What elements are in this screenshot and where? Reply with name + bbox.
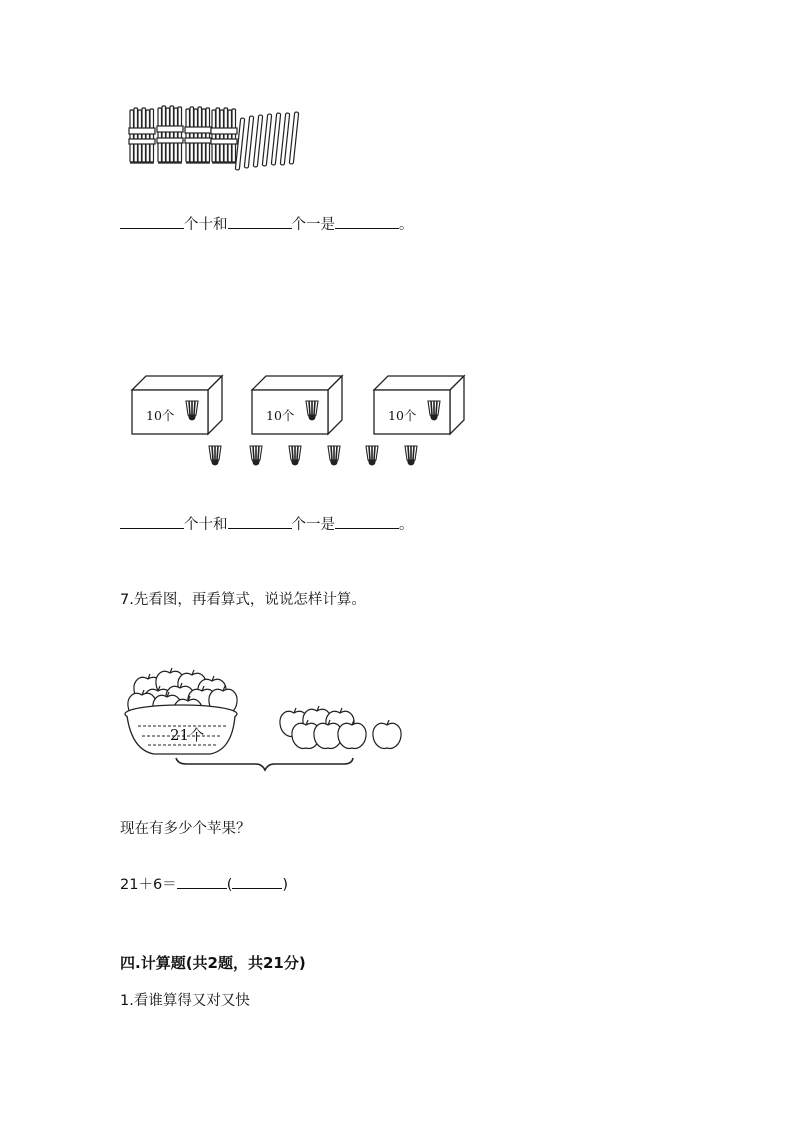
answer-blank-ones[interactable] bbox=[228, 516, 292, 529]
answer-blank-tens[interactable] bbox=[120, 516, 184, 529]
sentence-end: 。 bbox=[399, 517, 414, 533]
grouping-brace bbox=[176, 758, 353, 770]
sticks-fill-in-sentence bbox=[120, 216, 414, 234]
section4-heading: 四.计算题(共2题，共21分) bbox=[120, 954, 306, 972]
bundle-of-ten-sticks bbox=[211, 108, 237, 163]
apples-basket-illustration bbox=[124, 666, 409, 776]
box-of-ten-1 bbox=[132, 376, 222, 434]
sentence-part-ones: 个一是 bbox=[291, 517, 335, 533]
answer-blank-unit[interactable] bbox=[232, 876, 282, 889]
box-of-ten-2 bbox=[252, 376, 342, 434]
answer-blank-sum[interactable] bbox=[177, 876, 227, 889]
basket-label: 21个 bbox=[170, 726, 205, 744]
sentence-part-tens: 个十和 bbox=[184, 217, 228, 233]
q7-title: 7.先看图，再看算式，说说怎样计算。 bbox=[120, 592, 366, 608]
box-label-3: 10个 bbox=[388, 408, 417, 423]
sticks-bundles-illustration bbox=[128, 104, 300, 168]
paren-open: ( bbox=[226, 877, 233, 893]
loose-apples bbox=[280, 706, 401, 748]
sentence-part-tens: 个十和 bbox=[184, 517, 228, 533]
answer-blank-total[interactable] bbox=[335, 216, 399, 229]
answer-blank-ones[interactable] bbox=[228, 216, 292, 229]
bundle-of-ten-sticks bbox=[157, 106, 183, 163]
shuttlecock-boxes-illustration bbox=[130, 372, 470, 482]
loose-shuttlecocks bbox=[209, 446, 417, 466]
loose-sticks bbox=[235, 112, 298, 170]
sentence-part-ones: 个一是 bbox=[291, 217, 335, 233]
bundle-of-ten-sticks bbox=[185, 107, 211, 163]
paren-close: ) bbox=[282, 877, 289, 893]
shuttlecock-fill-in-sentence bbox=[120, 516, 414, 534]
sentence-end: 。 bbox=[399, 217, 414, 233]
box-label-2: 10个 bbox=[266, 408, 295, 423]
box-of-ten-3 bbox=[374, 376, 464, 434]
answer-blank-total[interactable] bbox=[335, 516, 399, 529]
q7-equation bbox=[120, 876, 288, 894]
answer-blank-tens[interactable] bbox=[120, 216, 184, 229]
section4-q1: 1.看谁算得又对又快 bbox=[120, 993, 250, 1009]
bundle-of-ten-sticks bbox=[129, 108, 155, 163]
box-label-1: 10个 bbox=[146, 408, 175, 423]
equation-expression: 21＋6＝ bbox=[120, 877, 177, 893]
q7-question: 现在有多少个苹果？ bbox=[120, 821, 251, 837]
